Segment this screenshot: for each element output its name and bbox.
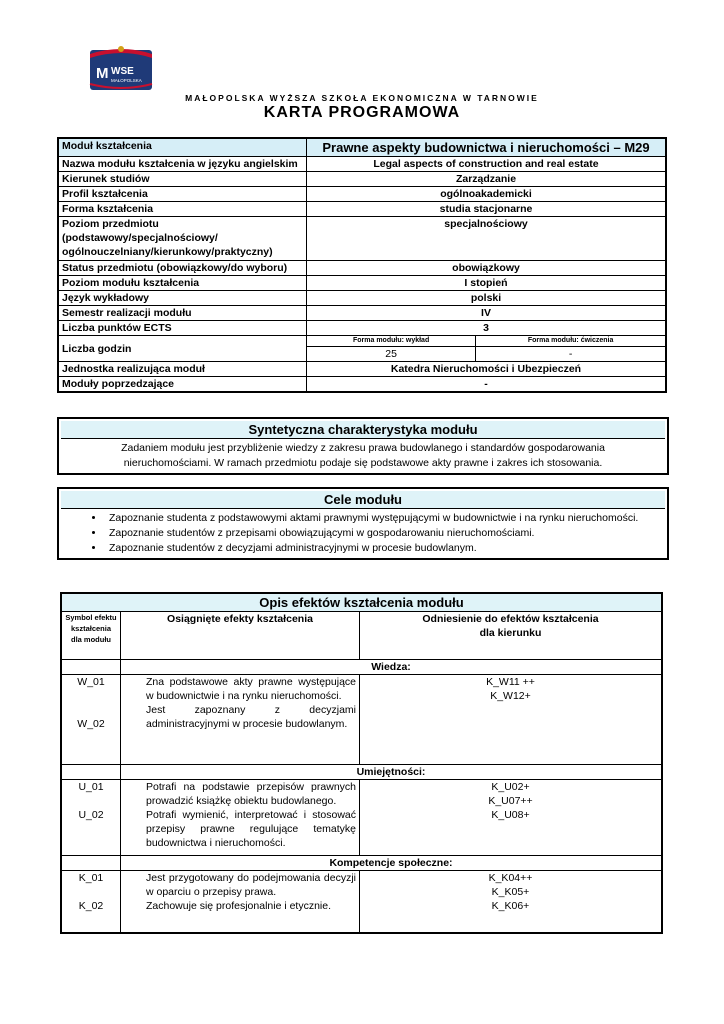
synthetic-title: Syntetyczna charakterystyka modułu — [61, 421, 665, 439]
synthetic-section — [57, 417, 669, 475]
info-label: Profil kształcenia — [58, 187, 307, 202]
section-knowledge: Wiedza: — [121, 660, 663, 675]
svg-text:WSE: WSE — [111, 66, 134, 77]
info-value: - — [307, 377, 667, 393]
exercise-hours: - — [476, 347, 665, 362]
info-label: Status przedmiotu (obowiązkowy/do wyboru) — [58, 261, 307, 276]
code-u02: U_02 — [78, 809, 104, 821]
document-title: KARTA PROGRAMOWA — [263, 104, 461, 121]
social-codes — [61, 871, 121, 933]
info-row-module — [58, 138, 666, 157]
effects-table — [60, 592, 663, 934]
info-label: Liczba godzin — [58, 336, 307, 362]
ref-ku07: K_U07++ — [488, 795, 533, 807]
section-skills: Umiejętności: — [121, 765, 663, 780]
info-label: Poziom przedmiotu (podstawowy/specjalnościowy/ ogólnouczelniany/kierunkowy/praktyczny) — [58, 217, 307, 261]
goal-item: • Zapoznanie studentów z przepisami obowiązującymi w gospodarowaniu nieruchomościami. — [105, 526, 667, 541]
ref-ku02: K_U02+ — [491, 781, 530, 793]
info-label: Forma kształcenia — [58, 202, 307, 217]
info-row-prereq — [58, 377, 666, 393]
svg-text:MAŁOPOLSKA: MAŁOPOLSKA — [111, 78, 142, 83]
info-value: Legal aspects of construction and real estate — [307, 157, 667, 172]
info-value: Prawne aspekty budownictwa i nieruchomości – M29 — [307, 138, 667, 157]
code-k02: K_02 — [78, 900, 104, 912]
hours-cell — [307, 336, 667, 362]
skills-references — [360, 780, 663, 856]
info-label: Moduł kształcenia — [58, 138, 307, 157]
info-label: Nazwa modułu kształcenia w języku angielskim — [58, 157, 307, 172]
section-social: Kompetencje społeczne: — [121, 856, 663, 871]
info-value: polski — [307, 291, 667, 306]
exercise-head: Forma modułu: ćwiczenia — [527, 337, 614, 344]
info-row-profile — [58, 187, 666, 202]
info-row-field — [58, 172, 666, 187]
info-row-module-level — [58, 276, 666, 291]
col-reference: Odniesienie do efektów kształcenia dla kierunku — [360, 612, 663, 660]
goal-item: • Zapoznanie studentów z decyzjami administracyjnymi w procesie budowlanym. — [105, 541, 667, 558]
school-name: MAŁOPOLSKA WYŻSZA SZKOŁA EKONOMICZNA W TARNOWIE — [185, 93, 539, 103]
info-value: ogólnoakademicki — [307, 187, 667, 202]
svg-text:M: M — [96, 65, 109, 82]
info-row-ects — [58, 321, 666, 336]
info-row-semester — [58, 306, 666, 321]
skills-codes — [61, 780, 121, 856]
info-row-english-name — [58, 157, 666, 172]
info-row-level — [58, 217, 666, 261]
info-value: specjalnościowy — [307, 217, 667, 261]
goals-section — [57, 487, 669, 560]
info-label: Język wykładowy — [58, 291, 307, 306]
info-value: IV — [307, 306, 667, 321]
col-effect: Osiągnięte efekty kształcenia — [121, 612, 360, 660]
code-k01: K_01 — [78, 872, 104, 884]
lecture-hours: 25 — [307, 347, 476, 362]
knowledge-codes — [61, 675, 121, 765]
ref-ku08: K_U08+ — [491, 809, 530, 821]
info-value: studia stacjonarne — [307, 202, 667, 217]
ref-kk05: K_K05+ — [491, 886, 530, 898]
effect-k02: Zachowuje się profesjonalnie i etycznie. — [146, 900, 332, 912]
info-value: Katedra Nieruchomości i Ubezpieczeń — [307, 362, 667, 377]
info-value: I stopień — [307, 276, 667, 291]
col-symbol: Symbol efektu kształcenia dla modułu — [61, 612, 121, 660]
effect-w02: Jest zapoznany z decyzjami administracyjnymi w procesie budowlanym. — [146, 704, 356, 730]
info-label: Jednostka realizująca moduł — [58, 362, 307, 377]
hours-subtable — [307, 336, 665, 361]
code-u01: U_01 — [78, 781, 104, 793]
ref-kw11: K_W11 ++ — [486, 676, 535, 688]
info-value: Zarządzanie — [307, 172, 667, 187]
ref-kw12: K_W12+ — [490, 690, 531, 702]
goal-item: • Zapoznanie studenta z podstawowymi aktami prawnymi występującymi w budownictwie i na rynku nieruchomości. — [105, 511, 667, 526]
social-descriptions — [121, 871, 360, 933]
knowledge-descriptions — [121, 675, 360, 765]
ref-kk04: K_K04++ — [488, 872, 533, 884]
goals-list — [59, 511, 667, 558]
info-label: Liczba punktów ECTS — [58, 321, 307, 336]
module-info-table — [57, 137, 667, 393]
synthetic-line-1: Zadaniem modułu jest przybliżenie wiedzy z zakresu prawa budowlanego i standardów gospodarowania — [121, 442, 605, 454]
info-row-status — [58, 261, 666, 276]
goals-title: Cele modułu — [61, 491, 665, 509]
lecture-head: Forma modułu: wykład — [307, 336, 476, 347]
code-w02: W_02 — [77, 718, 105, 730]
info-label: Moduły poprzedzające — [58, 377, 307, 393]
effects-title: Opis efektów kształcenia modułu — [61, 593, 662, 612]
effect-u01: Potrafi na podstawie przepisów prawnych prowadzić książkę obiektu budowlanego. — [146, 781, 356, 807]
info-label: Kierunek studiów — [58, 172, 307, 187]
effect-u02: Potrafi wymienić, interpretować i stosować przepisy prawne regulujące tematykę budownictwa i nieruchomości. — [146, 809, 356, 849]
info-value: obowiązkowy — [307, 261, 667, 276]
info-value: 3 — [307, 321, 667, 336]
school-logo — [88, 44, 154, 92]
effect-k01: Jest przygotowany do podejmowania decyzji w oparciu o przepisy prawa. — [146, 872, 356, 898]
info-row-language — [58, 291, 666, 306]
ref-kk06: K_K06+ — [491, 900, 530, 912]
knowledge-references — [360, 675, 663, 765]
skills-descriptions — [121, 780, 360, 856]
synthetic-line-2: nieruchomościami. W ramach przedmiotu podaje się podstawowe akty prawne i zakres ich stosowania. — [123, 457, 603, 469]
info-row-hours — [58, 336, 666, 362]
info-row-form — [58, 202, 666, 217]
code-w01: W_01 — [77, 676, 105, 688]
info-label: Poziom modułu kształcenia — [58, 276, 307, 291]
social-references — [360, 871, 663, 933]
effect-w01: Zna podstawowe akty prawne występujące w budownictwie i na rynku nieruchomości. — [146, 676, 356, 702]
info-row-unit — [58, 362, 666, 377]
info-label: Semestr realizacji modułu — [58, 306, 307, 321]
